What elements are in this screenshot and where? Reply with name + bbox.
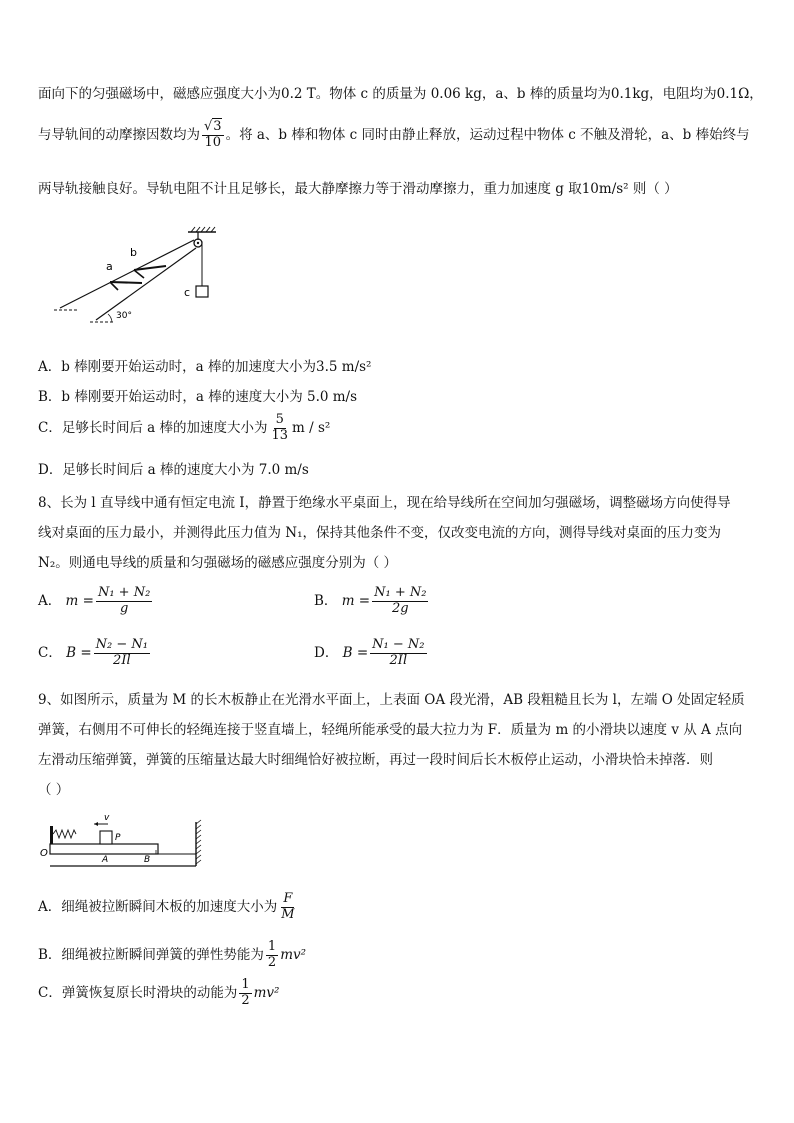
q9-wall-hatch	[196, 820, 201, 864]
q7-mu-denominator: 10	[204, 134, 222, 150]
q9-option-c-fraction	[239, 978, 251, 1009]
q9-text-line2: 弹簧，右侧用不可伸长的轻绳连接于竖直墙上，轻绳所能承受的最大拉力为 F．质量为 m 的小滑块以速度 v 从 A 点向	[38, 722, 743, 738]
q9-label-a: A	[102, 855, 109, 865]
q7-option-a: A．b 棒刚要开始运动时，a 棒的加速度大小为3.5 m/s²	[38, 359, 372, 375]
q8-option-d-label: D．	[314, 644, 339, 661]
q8-option-b-label: B．	[314, 592, 338, 609]
q7-line2-post: 。将 a、b 棒和物体 c 同时由静止释放，运动过程中物体 c 不触及滑轮，a、b 棒始终与	[225, 126, 750, 143]
q8-option-b-lhs: m =	[341, 592, 371, 609]
q7-mass-c	[196, 286, 208, 297]
q9-label-p: P	[115, 833, 121, 843]
q7-option-b: B．b 棒刚要开始运动时，a 棒的速度大小为 5.0 m/s	[38, 389, 358, 405]
q7-line2-pre: 与导轨间的动摩擦因数均为	[38, 126, 200, 143]
q7-text-line2	[38, 120, 750, 151]
q8-option-b-numerator: N₁ + N₂	[374, 585, 427, 600]
q8-option-b	[314, 586, 430, 617]
q9-option-b-text: B．细绳被拉断瞬间弹簧的弹性势能为	[38, 946, 264, 963]
q7-option-c-fraction	[269, 413, 290, 444]
q7-label-a: a	[106, 260, 113, 273]
q9-option-a	[38, 892, 299, 923]
q9-option-c-text: C．弹簧恢复原长时滑块的动能为	[38, 984, 238, 1001]
q8-option-a-denominator: g	[119, 600, 129, 616]
q7-option-c-denominator: 13	[271, 427, 289, 443]
q8-option-a-lhs: m =	[65, 592, 94, 609]
q9-spring	[53, 830, 76, 838]
q9-option-b-fraction	[266, 940, 278, 971]
q9-option-a-denominator: M	[281, 906, 295, 922]
q7-angle-label: 30°	[116, 311, 132, 321]
q9-velocity-arrowhead	[94, 822, 98, 826]
q9-label-v: v	[104, 813, 110, 823]
q8-option-c-lhs: B =	[66, 644, 92, 661]
q9-text-line4: （ ）	[38, 782, 70, 798]
q8-option-d-denominator: 2Il	[389, 652, 408, 668]
q8-option-a-fraction	[96, 586, 152, 617]
q7-option-c	[38, 413, 330, 444]
q7-label-c: c	[184, 286, 191, 299]
q9-left-post	[50, 826, 53, 844]
q8-option-d-lhs: B =	[342, 644, 369, 661]
q7-text-line3: 两导轨接触良好。导轨电阻不计且足够长，最大静摩擦力等于滑动摩擦力，重力加速度 g 取10m/s² 则（ ）	[38, 181, 678, 197]
q9-option-b-numerator: 1	[267, 939, 277, 954]
q7-option-c-text: C．足够长时间后 a 棒的加速度大小为	[38, 419, 268, 436]
q9-option-b-denominator: 2	[267, 954, 277, 970]
q9-label-o: O	[40, 848, 48, 859]
q9-option-c	[38, 978, 279, 1009]
q8-option-a	[38, 586, 154, 617]
q7-option-d: D．足够长时间后 a 棒的速度大小为 7.0 m/s	[38, 462, 309, 478]
q8-option-c-fraction	[94, 638, 150, 669]
q7-text-line1: 面向下的匀强磁场中，磁感应强度大小为0.2 T。物体 c 的质量为 0.06 kg，a、b 棒的质量均为0.1kg，电阻均为0.1Ω，	[38, 86, 763, 102]
q9-text-line1: 9、如图所示，质量为 M 的长木板静止在光滑水平面上，上表面 OA 段光滑，AB 段粗糙且长为 l，左端 O 处固定轻质	[38, 692, 745, 708]
q9-board-figure	[38, 810, 208, 870]
q9-long-board	[50, 844, 158, 854]
q7-angle-arc	[108, 314, 112, 322]
q9-option-a-text: A．细绳被拉断瞬间木板的加速度大小为	[38, 898, 278, 915]
q7-incline-figure	[54, 226, 224, 326]
q9-option-c-expr: mv²	[253, 984, 280, 1001]
q9-option-c-numerator: 1	[241, 977, 250, 992]
q7-bar-b-end	[134, 270, 144, 278]
q8-text-line1: 8、长为 l 直导线中通有恒定电流 I，静置于绝缘水平桌面上，现在给导线所在空间加匀强磁场，调整磁场方向使得导	[38, 495, 731, 511]
q9-option-a-numerator: F	[283, 891, 293, 906]
q7-option-c-numerator: 5	[275, 412, 284, 427]
q8-option-c-label: C．	[38, 644, 62, 661]
q7-mu-fraction: $\frac{√3}{10}$	[204, 119, 222, 150]
q9-text-line3: 左滑动压缩弹簧，弹簧的压缩量达最大时细绳恰好被拉断，再过一段时间后长木板停止运动，小滑块恰未掉落．则	[38, 752, 713, 768]
q7-mu-numerator: 3	[213, 119, 222, 134]
q7-bar-a	[110, 282, 142, 283]
q8-option-c	[38, 638, 152, 669]
q9-label-b: B	[144, 855, 151, 865]
q8-option-c-denominator: 2Il	[113, 652, 131, 668]
q8-option-a-label: A．	[38, 592, 62, 609]
q9-option-b	[38, 940, 306, 971]
q8-option-a-numerator: N₁ + N₂	[97, 585, 151, 600]
q8-option-d-numerator: N₁ − N₂	[372, 637, 425, 652]
q8-option-b-denominator: 2g	[392, 600, 409, 616]
q7-option-c-unit: m / s²	[292, 419, 331, 436]
q7-label-b: b	[130, 246, 137, 259]
q8-text-line2: 线对桌面的压力最小，并测得此压力值为 N₁，保持其他条件不变，仅改变电流的方向，测得导线对桌面的压力变为	[38, 525, 722, 541]
q7-pulley-axle	[197, 242, 199, 244]
q8-option-c-numerator: N₂ − N₁	[95, 637, 149, 652]
q8-option-d	[314, 638, 429, 669]
q9-option-c-denominator: 2	[241, 992, 250, 1008]
q9-option-b-expr: mv²	[280, 946, 307, 963]
q9-block-p	[100, 831, 112, 844]
q8-option-d-fraction	[370, 638, 426, 669]
q9-option-a-fraction	[279, 892, 296, 923]
q8-text-line3: N₂。则通电导线的质量和匀强磁场的磁感应强度分别为（ ）	[38, 555, 398, 571]
q8-option-b-fraction	[372, 586, 428, 617]
